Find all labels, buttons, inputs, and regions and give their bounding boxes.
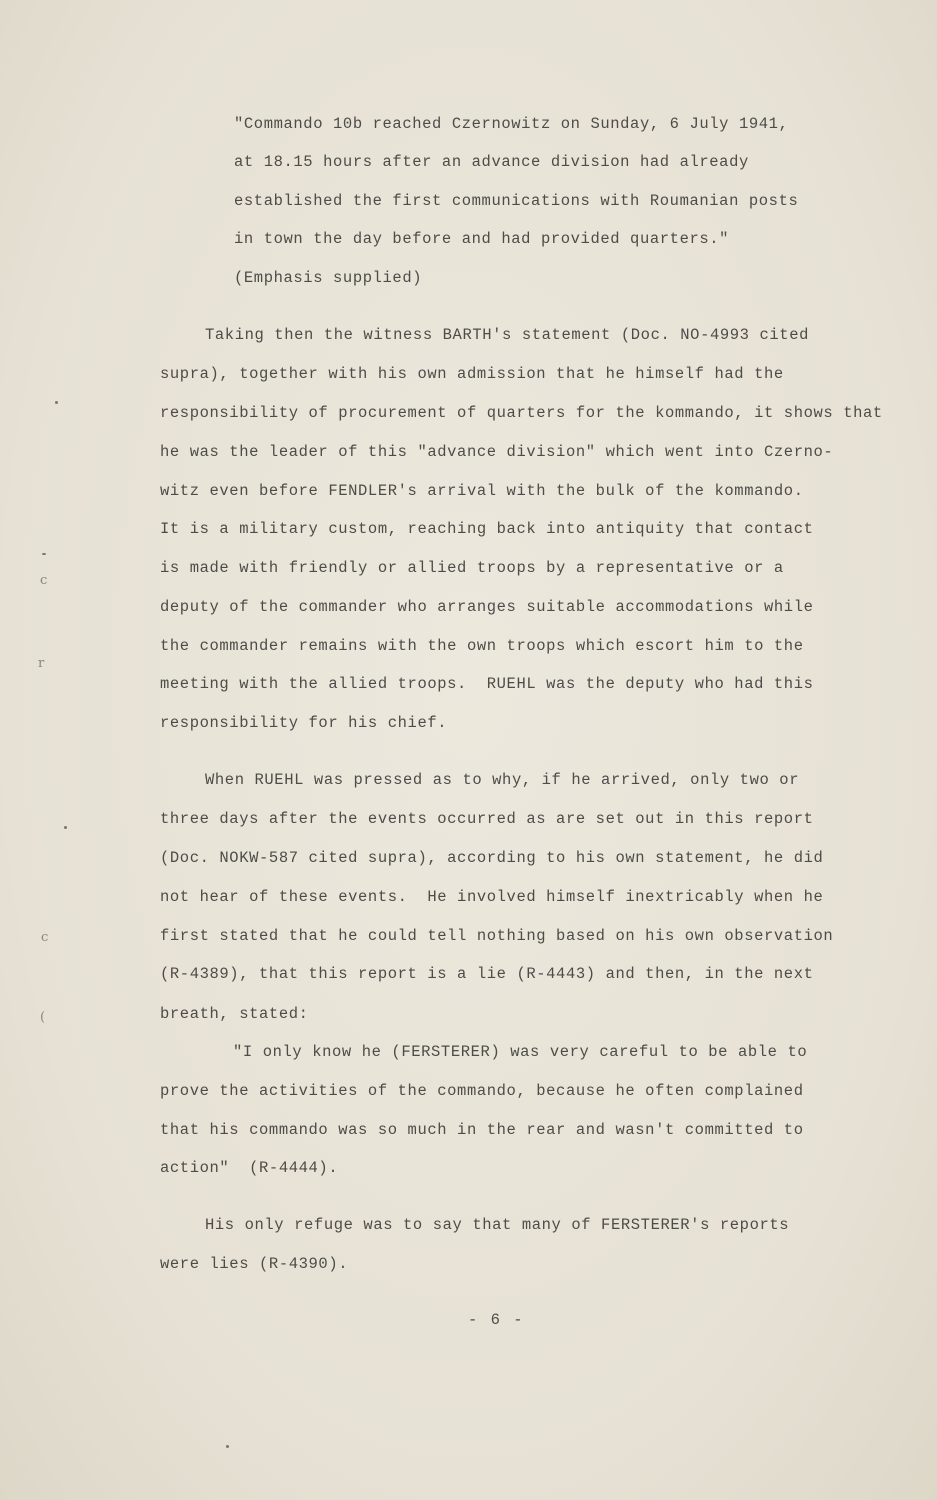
paragraph-line: supra), together with his own admission that he himself had the bbox=[160, 365, 784, 383]
paragraph-line: three days after the events occurred as are set out in this report bbox=[160, 810, 814, 828]
scan-speck bbox=[55, 401, 58, 404]
paragraph-line: His only refuge was to say that many of FERSTERER's reports bbox=[205, 1216, 790, 1234]
quote-line: established the first communications with Roumanian posts bbox=[234, 192, 799, 210]
paragraph-line: were lies (R-4390). bbox=[160, 1255, 349, 1273]
scan-speck bbox=[64, 826, 67, 829]
quote-line: prove the activities of the commando, because he often complained bbox=[160, 1082, 804, 1100]
paragraph-line: is made with friendly or allied troops by a representative or a bbox=[160, 559, 784, 577]
quote-line: action" (R-4444). bbox=[160, 1159, 339, 1177]
hole-punch-mark: c bbox=[40, 573, 48, 588]
paragraph-line: meeting with the allied troops. RUEHL was the deputy who had this bbox=[160, 675, 814, 693]
hole-punch-mark: ( bbox=[40, 1010, 46, 1025]
paragraph-line: the commander remains with the own troops which escort him to the bbox=[160, 637, 804, 655]
quote-emphasis-note: (Emphasis supplied) bbox=[234, 269, 423, 287]
paragraph-line: It is a military custom, reaching back into antiquity that contact bbox=[160, 520, 814, 538]
hole-punch-mark: c bbox=[41, 930, 49, 945]
paragraph-line: (Doc. NOKW-587 cited supra), according to his own statement, he did bbox=[160, 849, 824, 867]
paragraph-line: Taking then the witness BARTH's statement (Doc. NO-4993 cited bbox=[205, 326, 809, 344]
page-number: - 6 - bbox=[468, 1311, 525, 1329]
quote-line: "Commando 10b reached Czernowitz on Sunday, 6 July 1941, bbox=[234, 115, 789, 133]
paragraph-line: not hear of these events. He involved himself inextricably when he bbox=[160, 888, 824, 906]
paragraph-line: witz even before FENDLER's arrival with the bulk of the kommando. bbox=[160, 482, 804, 500]
scan-speck bbox=[42, 553, 46, 555]
quote-line: at 18.15 hours after an advance division had already bbox=[234, 153, 749, 171]
scan-speck bbox=[226, 1445, 229, 1448]
paragraph-line: When RUEHL was pressed as to why, if he arrived, only two or bbox=[205, 771, 800, 789]
paragraph-line: deputy of the commander who arranges suitable accommodations while bbox=[160, 598, 814, 616]
paragraph-line: breath, stated: bbox=[160, 1005, 309, 1023]
hole-punch-mark: r bbox=[38, 656, 45, 671]
quote-line: in town the day before and had provided quarters." bbox=[234, 230, 730, 248]
paragraph-line: first stated that he could tell nothing based on his own observation bbox=[160, 927, 834, 945]
quote-line: "I only know he (FERSTERER) was very careful to be able to bbox=[233, 1043, 808, 1061]
paragraph-line: (R-4389), that this report is a lie (R-4443) and then, in the next bbox=[160, 965, 814, 983]
paragraph-line: responsibility of procurement of quarters for the kommando, it shows that bbox=[160, 404, 883, 422]
paragraph-line: responsibility for his chief. bbox=[160, 714, 448, 732]
quote-line: that his commando was so much in the rear and wasn't committed to bbox=[160, 1121, 804, 1139]
paragraph-line: he was the leader of this "advance division" which went into Czerno- bbox=[160, 443, 834, 461]
